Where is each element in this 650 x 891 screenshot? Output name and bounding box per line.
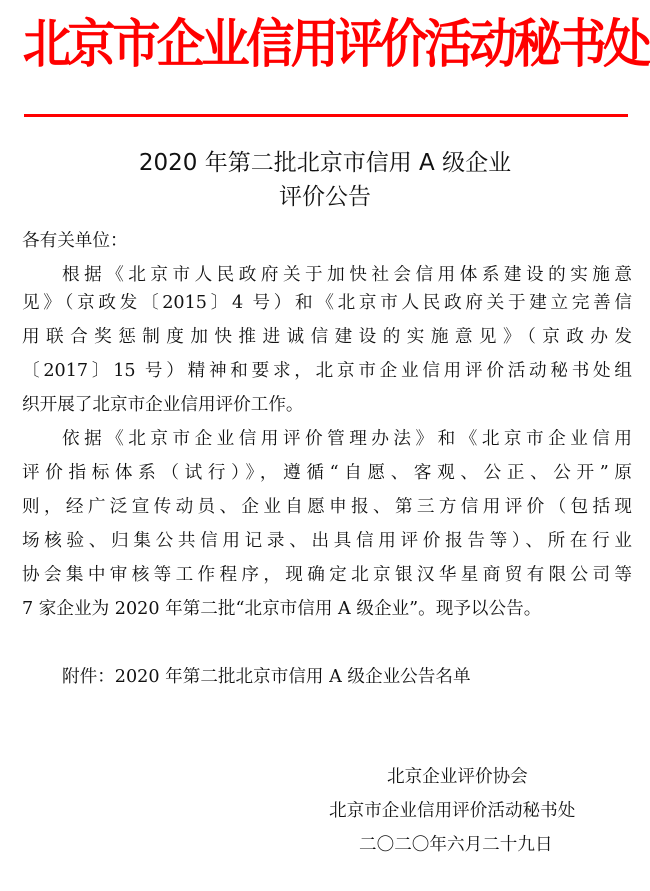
paragraph-1-line: 〔2017〕15 号）精神和要求，北京市企业信用评价活动秘书处组: [22, 361, 632, 381]
paragraph-2-line: 评价指标体系（试行）》，遵循“自愿、客观、公正、公开”原: [22, 463, 632, 483]
salutation: 各有关单位：: [22, 231, 128, 251]
letterhead-title: 北京市企业信用评价活动秘书处: [22, 15, 648, 75]
document-title-line-2: 评价公告: [279, 184, 371, 210]
signature-org-1: 北京企业评价协会: [387, 767, 528, 787]
paragraph-2-line: 依据《北京市企业信用评价管理办法》和《北京市企业信用: [62, 429, 632, 449]
letterhead-divider: [24, 114, 628, 117]
document-title-line-1: 2020 年第二批北京市信用 A 级企业: [138, 150, 512, 176]
paragraph-2-line: 场核验、归集公共信用记录、出具信用评价报告等）、所在行业: [22, 531, 632, 551]
paragraph-2-line: 7 家企业为 2020 年第二批“北京市信用 A 级企业”。现予以公告。: [22, 599, 542, 619]
paragraph-1-line: 织开展了北京市企业信用评价工作。: [22, 395, 304, 415]
signature-org-2: 北京市企业信用评价活动秘书处: [329, 801, 576, 821]
attachment-note: 附件：2020 年第二批北京市信用 A 级企业公告名单: [62, 667, 471, 687]
paragraph-2-line: 协会集中审核等工作程序，现确定北京银汉华星商贸有限公司等: [22, 565, 632, 585]
paragraph-2-line: 则，经广泛宣传动员、企业自愿申报、第三方信用评价（包括现: [22, 497, 632, 517]
signature-date: 二〇二〇年六月二十九日: [359, 835, 553, 855]
paragraph-1-line: 见》（京政发〔2015〕4 号）和《北京市人民政府关于建立完善信: [22, 293, 632, 313]
paragraph-1-line: 用联合奖惩制度加快推进诚信建设的实施意见》（京政办发: [22, 327, 632, 347]
paragraph-1-line: 根据《北京市人民政府关于加快社会信用体系建设的实施意: [62, 265, 632, 285]
